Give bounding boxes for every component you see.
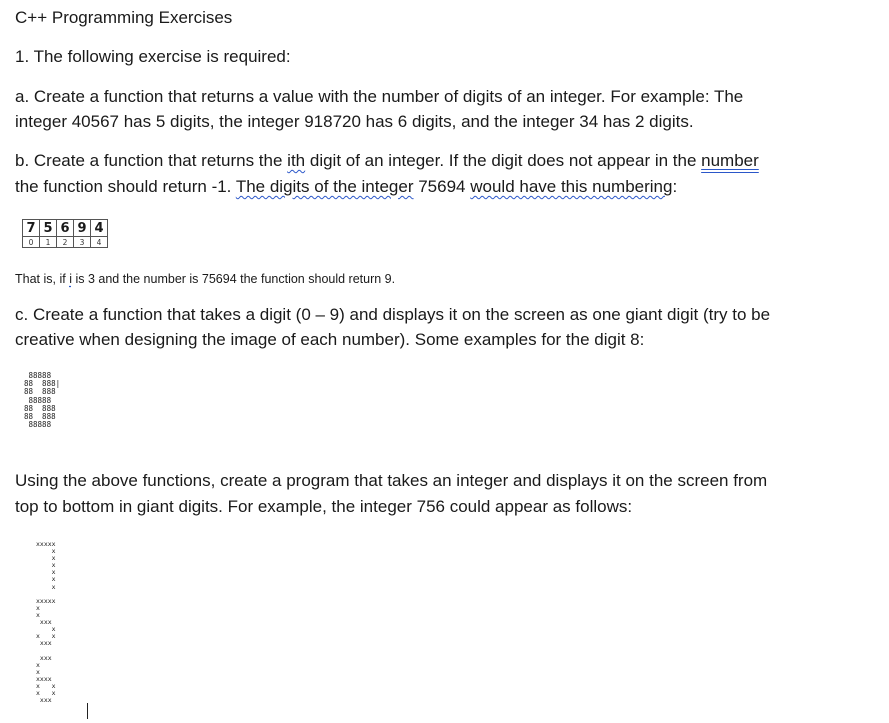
index-cell: 2 bbox=[57, 237, 74, 248]
colon: : bbox=[672, 177, 678, 196]
number-word: number bbox=[701, 151, 759, 170]
part-b-line-2 bbox=[15, 174, 677, 199]
digit-cell: 6 bbox=[57, 220, 74, 237]
digit-cell: 7 bbox=[23, 220, 40, 237]
note-text: is 3 and the number is 75694 the function should return 9. bbox=[71, 272, 396, 286]
part-b-text: the function should return -1. bbox=[15, 177, 236, 196]
digit-cell: 9 bbox=[74, 220, 91, 237]
index-cell: 4 bbox=[91, 237, 108, 248]
using-line-2: top to bottom in giant digits. For example, the integer 756 could appear as follows: bbox=[15, 497, 633, 516]
index-cell: 0 bbox=[23, 237, 40, 248]
part-a-line-2: integer 40567 has 5 digits, the integer 918720 has 6 digits, and the integer 34 has 2 digits. bbox=[15, 112, 694, 131]
question-1-heading: 1. The following exercise is required: bbox=[15, 47, 291, 66]
giant-756-example: xxxxx x x x x x x xxxxx x x xxx x x x xxx xxx x x xxxx x x x x xxx bbox=[36, 540, 56, 705]
indices-row bbox=[23, 237, 108, 248]
doc-title: C++ Programming Exercises bbox=[15, 8, 233, 27]
text-cursor bbox=[87, 703, 88, 719]
digits-row bbox=[23, 220, 108, 237]
index-cell: 1 bbox=[40, 237, 57, 248]
part-a-line-1: a. Create a function that returns a value with the number of digits of an integer. For example: The bbox=[15, 87, 744, 106]
part-b-line-1 bbox=[15, 148, 759, 173]
giant-digit-8-example: 88888 88 888| 88 888 88888 88 888 88 888 88888 bbox=[24, 371, 61, 430]
part-b-text: digit of an integer. If the digit does not appear in the bbox=[305, 151, 702, 170]
ith-word: ith bbox=[287, 151, 306, 170]
part-b-text: 75694 bbox=[413, 177, 471, 196]
part-c-line-2: creative when designing the image of each number). Some examples for the digit 8: bbox=[15, 330, 645, 349]
digits-table bbox=[22, 219, 108, 248]
that-is-note bbox=[15, 271, 395, 287]
numbering-phrase: would have this numbering bbox=[470, 177, 673, 196]
part-b-text: b. Create a function that returns the bbox=[15, 151, 288, 170]
digits-phrase: The digits of the integer bbox=[235, 177, 414, 196]
using-line-1: Using the above functions, create a program that takes an integer and displays it on the screen from bbox=[15, 471, 768, 490]
digit-cell: 5 bbox=[40, 220, 57, 237]
index-cell: 3 bbox=[74, 237, 91, 248]
part-c-line-1: c. Create a function that takes a digit (0 – 9) and displays it on the screen as one giant digit (try to be bbox=[15, 305, 771, 324]
i-variable: i bbox=[69, 272, 72, 286]
note-text: That is, if bbox=[15, 272, 70, 286]
digit-cell: 4 bbox=[91, 220, 108, 237]
